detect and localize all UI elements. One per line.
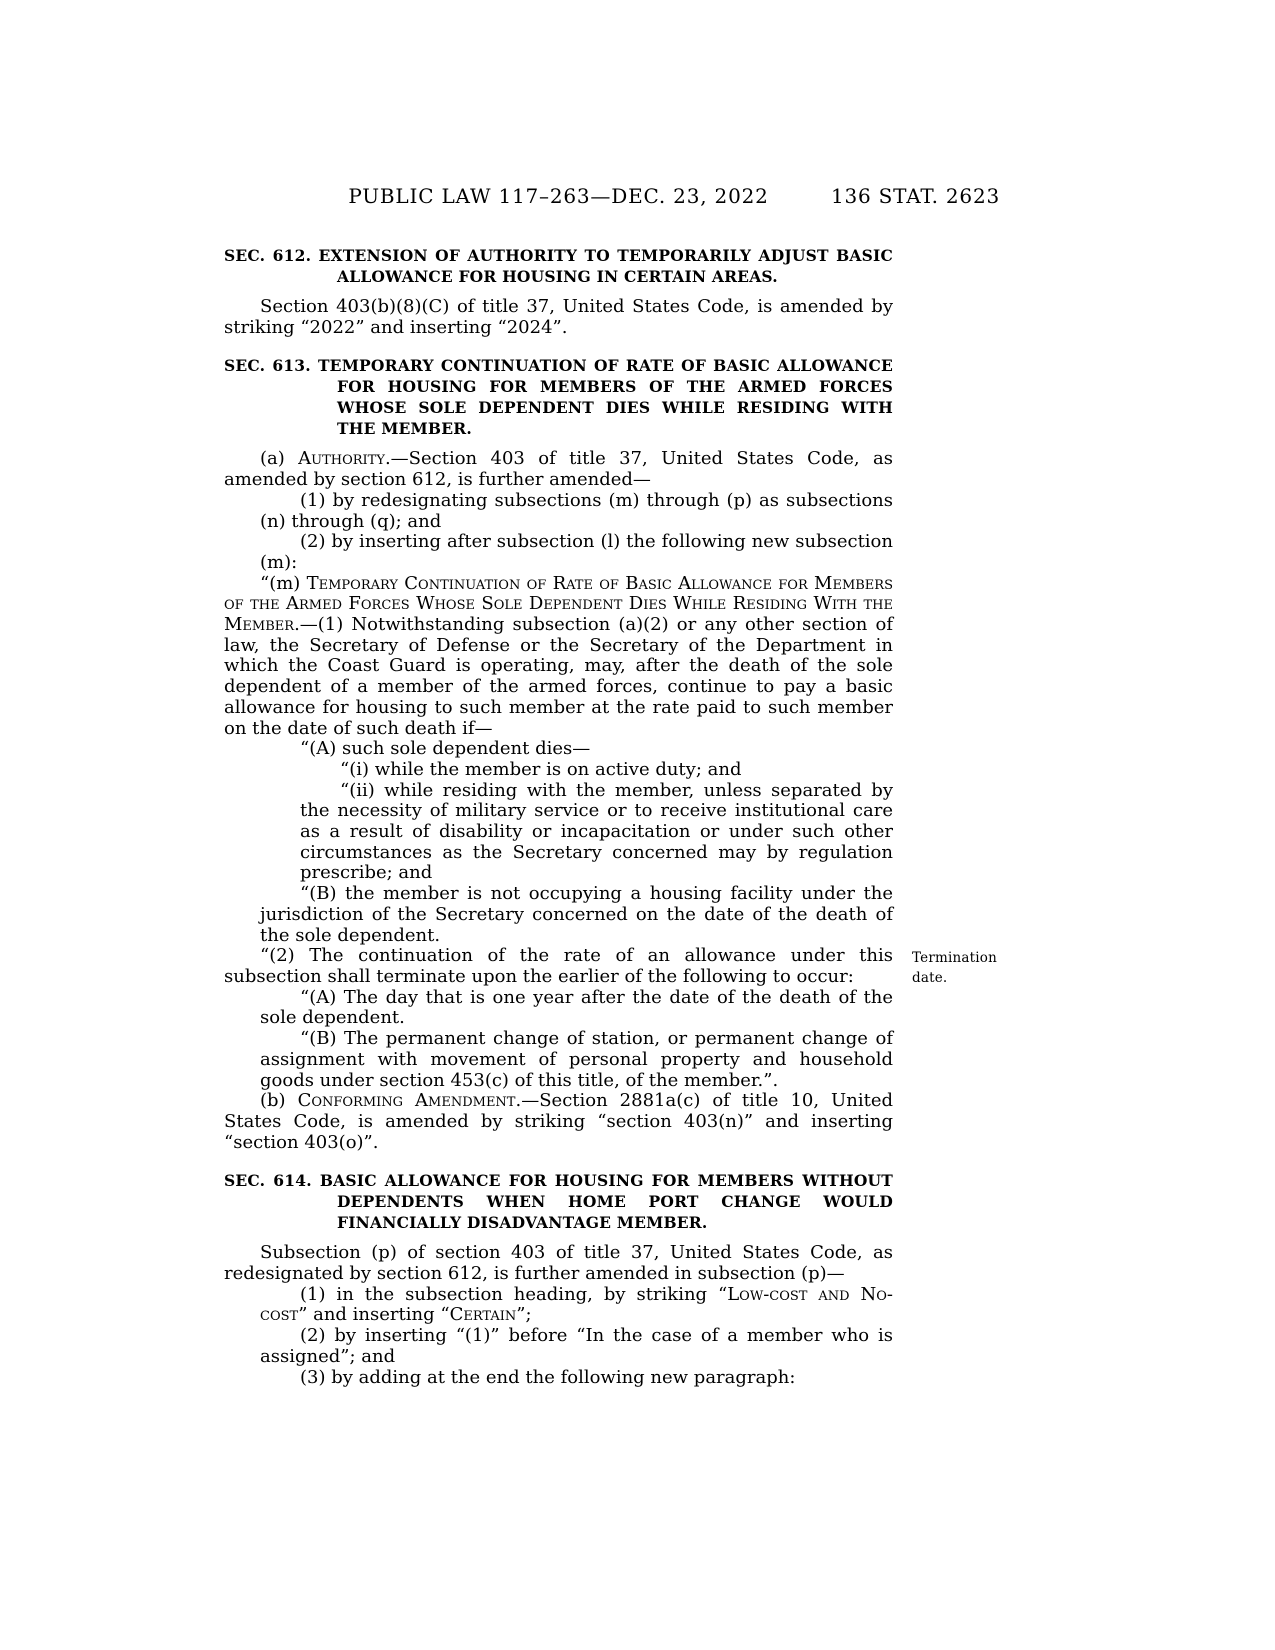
text-run: .—Section 403 of title 37, United States Code, as amended by section 612, is further amended— <box>224 448 893 491</box>
paragraph <box>224 1091 893 1153</box>
text-run: “(B) the member is not occupying a housing facility under the jurisdiction of the Secretary concerned on the date of the death of the sole dependent. <box>260 883 893 946</box>
section-heading-sec-612 <box>224 245 893 287</box>
stat-page-number: 136 STAT. 2623 <box>830 184 1000 208</box>
text-run: Subsection (p) of section 403 of title 37, United States Code, as redesignated by section 612, is further amended in subsection (p)— <box>224 1242 893 1285</box>
paragraph <box>224 574 893 740</box>
text-run: ”; <box>516 1304 532 1326</box>
paragraph <box>224 1243 893 1284</box>
section-number: SEC. 614. <box>224 1171 312 1191</box>
text-run: Low-cost and No-cost <box>260 1283 894 1326</box>
text-run: EXTENSION OF AUTHORITY TO TEMPORARILY ADJUST BASIC ALLOWANCE FOR HOUSING IN CERTAIN AREAS. <box>318 246 893 286</box>
paragraph <box>300 781 893 885</box>
text-run: “(2) The continuation of the rate of an allowance under this subsection shall terminate upon the earlier of the following to occur: <box>224 945 893 987</box>
text-run: Conforming Amendment <box>297 1090 516 1112</box>
paragraph <box>224 297 893 338</box>
text-run: TEMPORARY CONTINUATION OF RATE OF BASIC ALLOWANCE FOR HOUSING FOR MEMBERS OF THE ARMED FORCES WHOSE SOLE DEPENDENT DIES WHILE RESIDING WITH THE MEMBER. <box>317 356 893 439</box>
running-head <box>224 184 1000 214</box>
text-run: (b) <box>260 1090 298 1112</box>
document-body <box>224 228 998 1388</box>
section-number: SEC. 612. <box>224 246 312 265</box>
text-run: “(B) The permanent change of station, or permanent change of assignment with movement of personal property and household goods under section 453(c) of this title, of the member.”. <box>260 1028 893 1091</box>
text-run: Temporary Continuation of Rate of Basic Allowance for Members of the Armed Forces Whose Sole Dependent Dies While Residing With the Member <box>224 572 893 636</box>
paragraph <box>260 988 893 1029</box>
text-run: “(ii) while residing with the member, unless separated by the necessity of military service or to receive institutional care as a result of disability or incapacitation or under such other circumstances as the Secretary concerned may by regulation prescribe; and <box>300 779 893 884</box>
public-law-title: PUBLIC LAW 117–263—DEC. 23, 2022 <box>348 184 769 208</box>
section-heading-sec-613 <box>224 355 893 439</box>
text-run: BASIC ALLOWANCE FOR HOUSING FOR MEMBERS WITHOUT DEPENDENTS WHEN HOME PORT CHANGE WOULD FINANCIALLY DISADVANTAGE MEMBER. <box>319 1171 893 1233</box>
text-run: (2) by inserting “(1)” before “In the case of a member who is assigned”; and <box>260 1325 893 1367</box>
text-run: ” and inserting “ <box>298 1304 450 1326</box>
text-run: Section 403(b)(8)(C) of title 37, United States Code, is amended by striking “2022” and inserting “2024”. <box>224 296 893 338</box>
paragraph <box>260 884 893 946</box>
paragraph <box>260 1029 893 1091</box>
text-run: (1) by redesignating subsections (m) through (p) as subsections (n) through (q); and <box>260 489 893 532</box>
paragraph <box>300 760 893 781</box>
paragraph <box>260 1326 893 1367</box>
text-run: “(i) while the member is on active duty; and <box>340 758 742 780</box>
section-number: SEC. 613. <box>224 356 311 376</box>
text-run: “(m) <box>260 572 307 594</box>
paragraph <box>224 945 998 987</box>
paragraph <box>260 532 893 573</box>
text-run: Authority <box>298 448 385 470</box>
paragraph <box>260 491 893 532</box>
paragraph <box>224 449 893 490</box>
text-run: (a) <box>260 448 299 470</box>
paragraph <box>260 1285 893 1326</box>
text-run: (3) by adding at the end the following new paragraph: <box>300 1366 796 1388</box>
paragraph <box>260 1368 893 1389</box>
paragraph <box>260 739 893 760</box>
text-run: “(A) The day that is one year after the date of the death of the sole dependent. <box>260 986 893 1029</box>
text-run: (1) in the subsection heading, by striking “ <box>300 1283 728 1305</box>
margin-note: Termination date. <box>912 950 998 987</box>
section-heading-sec-614 <box>224 1170 893 1233</box>
text-run: (2) by inserting after subsection (l) the following new subsection (m): <box>260 531 893 573</box>
text-run: .—(1) Notwithstanding subsection (a)(2) or any other section of law, the Secretary of Defense or the Secretary of the Department in which the Coast Guard is operating, may, after the death of the sole dependent of a member of the armed forces, continue to pay a basic allowance for housing to such member at the rate paid to such member on the date of such death if— <box>224 614 893 739</box>
text-run: .—Section 2881a(c) of title 10, United States Code, is amended by striking “section 403(n)” and inserting “section 403(o)”. <box>224 1090 893 1153</box>
text-run: Certain <box>449 1304 517 1326</box>
text-run: “(A) such sole dependent dies— <box>300 738 591 760</box>
